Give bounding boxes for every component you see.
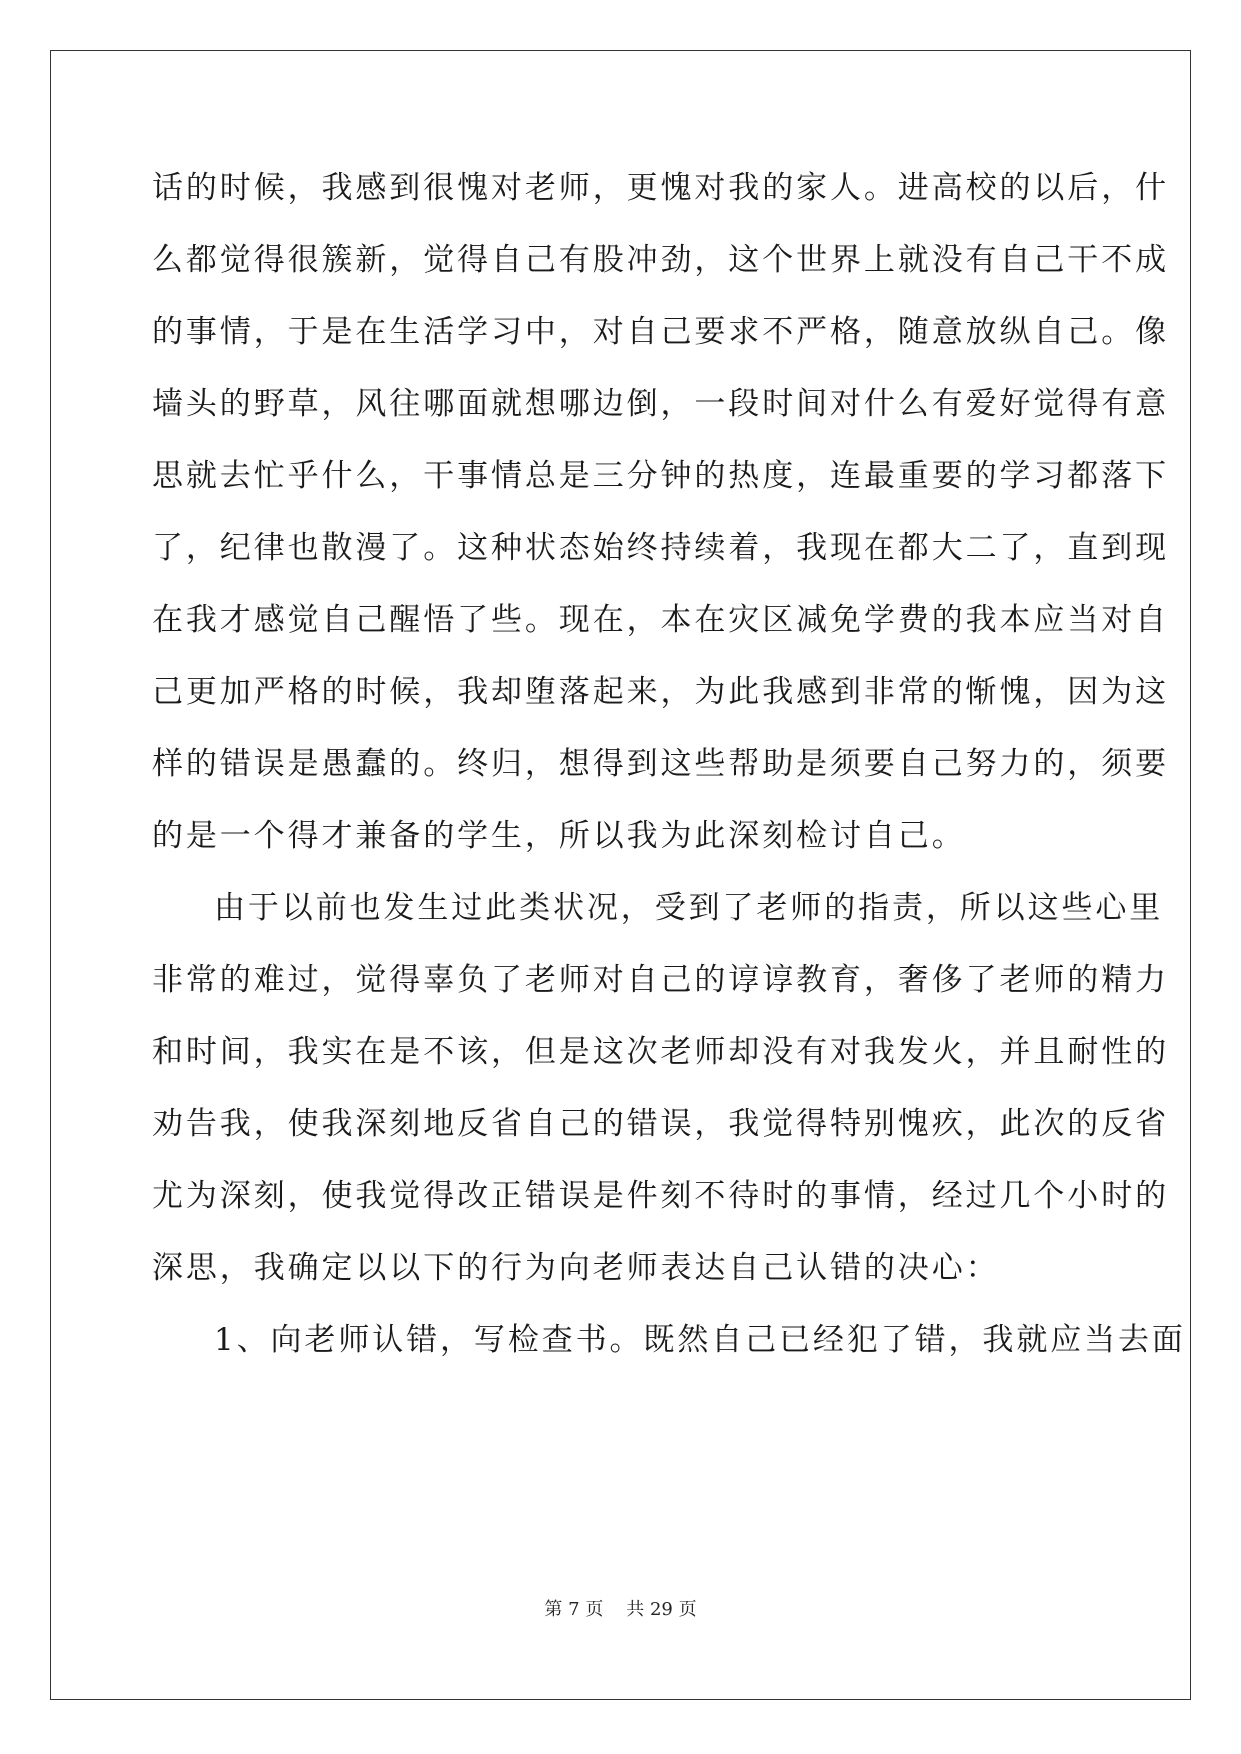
text-line: 劝告我，使我深刻地反省自己的错误，我觉得特别愧疚，此次的反省 — [152, 1106, 1169, 1142]
page-border — [50, 50, 1191, 1700]
text-line: 话的时候，我感到很愧对老师，更愧对我的家人。进高校的以后，什 — [152, 170, 1169, 206]
text-line: 1、向老师认错，写检查书。既然自己已经犯了错，我就应当去面 — [214, 1322, 1186, 1358]
text-line: 深思，我确定以以下的行为向老师表达自己认错的决心： — [152, 1250, 1000, 1286]
text-line: 了，纪律也散漫了。这种状态始终持续着，我现在都大二了，直到现 — [152, 530, 1169, 566]
text-line: 由于以前也发生过此类状况，受到了老师的指责，所以这些心里 — [214, 890, 1164, 926]
text-line: 尤为深刻，使我觉得改正错误是件刻不待时的事情，经过几个小时的 — [152, 1178, 1169, 1214]
text-line: 样的错误是愚蠢的。终归，想得到这些帮助是须要自己努力的，须要 — [152, 746, 1169, 782]
text-line: 思就去忙乎什么，干事情总是三分钟的热度，连最重要的学习都落下 — [152, 458, 1169, 494]
text-line: 的事情，于是在生活学习中，对自己要求不严格，随意放纵自己。像 — [152, 314, 1169, 350]
total-pages: 共 29 页 — [626, 1599, 697, 1620]
text-line: 的是一个得才兼备的学生，所以我为此深刻检讨自己。 — [152, 818, 966, 854]
text-line: 和时间，我实在是不该，但是这次老师却没有对我发火，并且耐性的 — [152, 1034, 1169, 1070]
text-line: 己更加严格的时候，我却堕落起来，为此我感到非常的惭愧，因为这 — [152, 674, 1169, 710]
text-line: 么都觉得很簇新，觉得自己有股冲劲，这个世界上就没有自己干不成 — [152, 242, 1169, 278]
page-number: 第 7 页 — [544, 1599, 604, 1620]
text-line: 墙头的野草，风往哪面就想哪边倒，一段时间对什么有爱好觉得有意 — [152, 386, 1169, 422]
text-line: 非常的难过，觉得辜负了老师对自己的谆谆教育，奢侈了老师的精力 — [152, 962, 1169, 998]
text-line: 在我才感觉自己醒悟了些。现在，本在灾区减免学费的我本应当对自 — [152, 602, 1169, 638]
page-footer — [0, 1598, 1241, 1622]
